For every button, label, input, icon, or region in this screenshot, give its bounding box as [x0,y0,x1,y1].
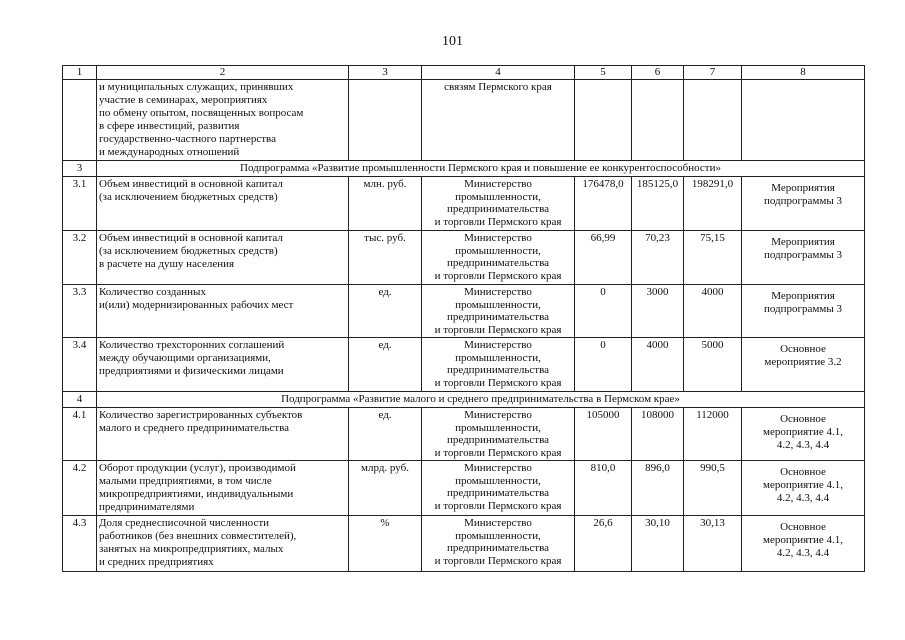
responsible-executor: Министерство промышленности, предпринимательства и торговли Пермского края [422,177,575,231]
subprogram-header-row [63,392,865,408]
responsible-executor: Министерство промышленности, предпринимательства и торговли Пермского края [422,338,575,392]
column-number: 2 [97,66,349,80]
column-number: 4 [422,66,575,80]
indicator-description: Объем инвестиций в основной капитал (за исключением бюджетных средств) [97,177,349,231]
unit-cell: ед. [349,338,422,392]
program-activity-cell: Мероприятия подпрограммы 3 [742,177,865,231]
subprogram-number: 3 [63,161,97,177]
program-activity-cell: Основное мероприятие 3.2 [742,338,865,392]
indicators-table [62,65,865,572]
column-number: 5 [575,66,632,80]
value-cell: 5000 [684,338,742,392]
indicator-description: Количество трехсторонних соглашений между обучающими организациями, предприятиями и физическими лицами [97,338,349,392]
column-number: 7 [684,66,742,80]
value-cell: 66,99 [575,231,632,285]
indicator-row [63,231,865,285]
indicator-description: Количество зарегистрированных субъектов малого и среднего предпринимательства [97,408,349,461]
continuation-row [63,80,865,161]
value-cell [575,80,632,161]
row-number-cell: 4.2 [63,461,97,516]
indicator-row [63,461,865,516]
program-activity-cell [742,80,865,161]
program-activity-cell: Основное мероприятие 4.1, 4.2, 4.3, 4.4 [742,516,865,572]
value-cell: 810,0 [575,461,632,516]
value-cell: 26,6 [575,516,632,572]
value-cell: 30,10 [632,516,684,572]
page-number: 101 [442,34,463,49]
value-cell: 990,5 [684,461,742,516]
indicator-row [63,338,865,392]
column-number: 8 [742,66,865,80]
unit-cell: млрд. руб. [349,461,422,516]
responsible-executor: Министерство промышленности, предпринимательства и торговли Пермского края [422,285,575,338]
value-cell: 0 [575,285,632,338]
indicator-description: Оборот продукции (услуг), производимой малыми предприятиями, в том числе микропредприятиями, индивидуальными предпринимателями [97,461,349,516]
program-activity-cell: Основное мероприятие 4.1, 4.2, 4.3, 4.4 [742,408,865,461]
subprogram-title: Подпрограмма «Развитие промышленности Пермского края и повышение ее конкурентоспособности» [97,161,865,177]
responsible-executor: Министерство промышленности, предпринимательства и торговли Пермского края [422,408,575,461]
column-number: 6 [632,66,684,80]
responsible-executor: Министерство промышленности, предпринимательства и торговли Пермского края [422,231,575,285]
value-cell: 0 [575,338,632,392]
row-number-cell: 3.2 [63,231,97,285]
responsible-executor: Министерство промышленности, предпринимательства и торговли Пермского края [422,516,575,572]
value-cell: 108000 [632,408,684,461]
unit-cell: % [349,516,422,572]
value-cell: 4000 [632,338,684,392]
indicator-row [63,516,865,572]
responsible-executor: Министерство промышленности, предпринимательства и торговли Пермского края [422,461,575,516]
value-cell: 198291,0 [684,177,742,231]
indicator-description: Количество созданных и(или) модернизированных рабочих мест [97,285,349,338]
subprogram-title: Подпрограмма «Развитие малого и среднего предпринимательства в Пермском крае» [97,392,865,408]
program-activity-cell: Основное мероприятие 4.1, 4.2, 4.3, 4.4 [742,461,865,516]
value-cell [684,80,742,161]
value-cell: 896,0 [632,461,684,516]
indicator-row [63,177,865,231]
indicator-description: Объем инвестиций в основной капитал (за исключением бюджетных средств) в расчете на душу населения [97,231,349,285]
indicator-row [63,408,865,461]
value-cell: 105000 [575,408,632,461]
unit-cell: ед. [349,285,422,338]
indicator-description: и муниципальных служащих, принявших участие в семинарах, мероприятиях по обмену опытом, посвященных вопросам в сфере инвестиций, развития государственно-частного партнерства и международных отношений [97,80,349,161]
subprogram-number: 4 [63,392,97,408]
unit-cell: тыс. руб. [349,231,422,285]
value-cell: 30,13 [684,516,742,572]
value-cell: 112000 [684,408,742,461]
row-number-cell: 4.1 [63,408,97,461]
indicator-description: Доля среднесписочной численности работников (без внешних совместителей), занятых на микропредприятиях, малых и средних предприятиях [97,516,349,572]
row-number-cell: 3.4 [63,338,97,392]
indicator-row [63,285,865,338]
subprogram-header-row [63,161,865,177]
value-cell: 176478,0 [575,177,632,231]
responsible-executor: связям Пермского края [422,80,575,161]
row-number-cell [63,80,97,161]
unit-cell: млн. руб. [349,177,422,231]
column-number: 3 [349,66,422,80]
column-number: 1 [63,66,97,80]
value-cell: 3000 [632,285,684,338]
value-cell: 4000 [684,285,742,338]
row-number-cell: 3.3 [63,285,97,338]
program-activity-cell: Мероприятия подпрограммы 3 [742,231,865,285]
column-number-row [63,66,865,80]
value-cell: 185125,0 [632,177,684,231]
value-cell: 70,23 [632,231,684,285]
unit-cell: ед. [349,408,422,461]
row-number-cell: 3.1 [63,177,97,231]
value-cell [632,80,684,161]
row-number-cell: 4.3 [63,516,97,572]
unit-cell [349,80,422,161]
program-activity-cell: Мероприятия подпрограммы 3 [742,285,865,338]
value-cell: 75,15 [684,231,742,285]
